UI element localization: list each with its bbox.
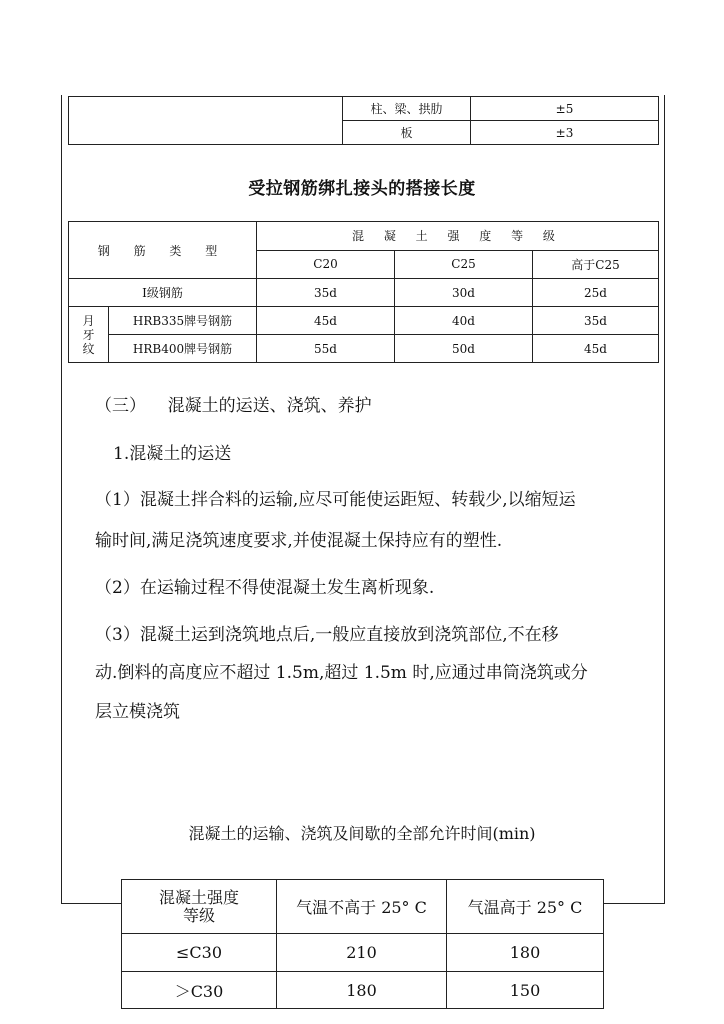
paragraph-line: 输时间,满足浇筑速度要求,并使混凝土保持应有的塑性. [95, 531, 503, 551]
rebar-type: Ⅰ级钢筋 [69, 279, 257, 307]
grade-cell: ＞C30 [122, 972, 277, 1009]
table-row [69, 222, 659, 251]
lap-value: 55d [257, 335, 395, 363]
time-value: 180 [277, 972, 447, 1009]
table-row [122, 972, 604, 1009]
grade-cell: ≤C30 [122, 934, 277, 972]
tolerance-item: 柱、梁、拱肋 [343, 97, 471, 121]
tolerance-item: 板 [343, 121, 471, 145]
grade-c25: C25 [395, 250, 533, 279]
lap-length-table [68, 221, 659, 363]
low-temp-header: 气温不高于 25° C [277, 880, 447, 934]
lap-value: 30d [395, 279, 533, 307]
table-row [69, 307, 659, 335]
table-row [69, 335, 659, 363]
lap-table-title: 受拉钢筋绑扎接头的搭接长度 [248, 179, 476, 199]
time-table-title: 混凝土的运输、浇筑及间歇的全部允许时间(min) [188, 824, 536, 843]
paragraph-line: （3）混凝土运到浇筑地点后,一般应直接放到浇筑部位,不在移 [95, 625, 559, 645]
crescent-label [69, 307, 109, 363]
time-value: 150 [447, 972, 604, 1009]
subheading: 1.混凝土的运送 [113, 444, 232, 464]
grade-above-c25: 高于C25 [533, 250, 659, 279]
table-row [69, 97, 659, 121]
lap-value: 40d [395, 307, 533, 335]
grade-header-line: 混凝土强度 [158, 887, 239, 907]
lap-value: 25d [533, 279, 659, 307]
tolerance-value: ±3 [471, 121, 659, 145]
time-value: 210 [277, 934, 447, 972]
table-row [122, 934, 604, 972]
lap-value: 50d [395, 335, 533, 363]
paragraph-line: （1）混凝土拌合料的运输,应尽可能使运距短、转载少,以缩短运 [95, 490, 576, 510]
lap-value: 45d [257, 307, 395, 335]
grade-header [122, 880, 277, 934]
section-heading: （三） 混凝土的运送、浇筑、养护 [95, 396, 372, 416]
rebar-type: HRB400牌号钢筋 [109, 335, 257, 363]
empty-cell [69, 97, 343, 145]
paragraph-line: （2）在运输过程不得使混凝土发生离析现象. [95, 578, 435, 598]
table-row [69, 279, 659, 307]
crescent-char: 月 [82, 313, 95, 328]
paragraph-line: 动.倒料的高度应不超过 1.5m,超过 1.5m 时,应通过串筒浇筑或分 [95, 663, 588, 683]
table-row [122, 880, 604, 934]
crescent-char: 纹 [82, 341, 95, 356]
time-value: 180 [447, 934, 604, 972]
tolerance-table [68, 96, 659, 145]
lap-value: 45d [533, 335, 659, 363]
lap-value: 35d [533, 307, 659, 335]
tolerance-value: ±5 [471, 97, 659, 121]
paragraph-line: 层立模浇筑 [95, 702, 180, 722]
high-temp-header: 气温高于 25° C [447, 880, 604, 934]
rebar-type-header: 钢 筋 类 型 [69, 222, 257, 279]
grade-header-line: 等级 [182, 905, 215, 925]
rebar-type: HRB335牌号钢筋 [109, 307, 257, 335]
time-table [121, 879, 604, 1009]
lap-value: 35d [257, 279, 395, 307]
grade-header: 混 凝 土 强 度 等 级 [257, 222, 659, 251]
grade-c20: C20 [257, 250, 395, 279]
crescent-char: 牙 [82, 327, 95, 342]
